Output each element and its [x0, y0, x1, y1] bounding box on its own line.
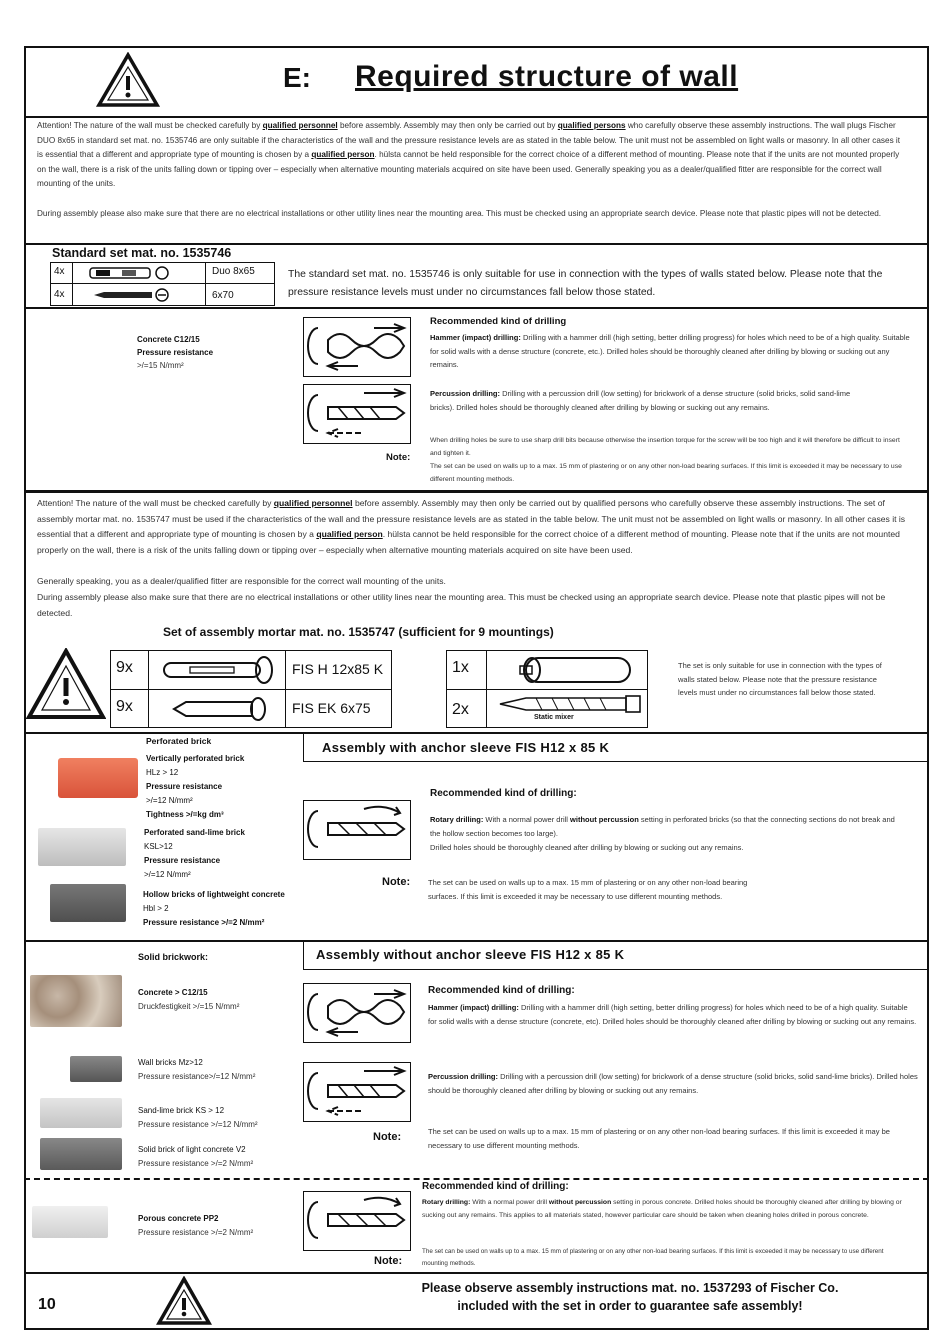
material-label: Tightness >/=kg dm³	[146, 810, 224, 819]
table-cell-name: Duo 8x65	[212, 266, 255, 277]
divider	[24, 243, 929, 245]
static-mixer-icon	[496, 694, 644, 714]
rotary-drill-icon	[303, 800, 411, 860]
standard-set-note: The standard set mat. no. 1535746 is only suitable for use in connection with the types of walls stated below. Please note that the pressure resistance levels must under no circumstances fall below those stated.	[288, 269, 883, 298]
material-title: Wall bricks Mz>12	[138, 1058, 203, 1067]
table-rule	[285, 650, 286, 728]
table-rule	[486, 650, 487, 728]
rotary-description: Rotary drilling: With a normal power drill without percussion setting in porous concrete. Drilled holes should be thoroughly cleaned after drilling by blowing or sucking out any remains. This applies to all materials stated, however particular care should be taken when cleaning holes drilled in porous concrete.	[422, 1199, 902, 1219]
note-text: The set can be used on walls up to a max. 15 mm of plastering or on any other non-load bearing surfaces. If this limit is exceeded it may be necessary to use different mounting methods.	[422, 1248, 884, 1267]
table-cell-name: FIS EK 6x75	[292, 700, 371, 716]
hammer-description: Hammer (impact) drilling: Drilling with a hammer drill (high setting, better drilling progress) for holes which need to be of a high quality. Suitable for solid walls with a dense structure (concrete, etc.). Drilled holes should be thoroughly cleaned after drilling by blowing or sucking out any remains.	[430, 333, 910, 369]
material-label: Concrete C12/15	[137, 335, 200, 344]
standard-set-heading: Standard set mat. no. 1535746	[52, 246, 232, 260]
concrete-photo	[30, 975, 122, 1027]
material-label: >/=12 N/mm²	[146, 796, 193, 805]
mortar-set-heading: Set of assembly mortar mat. no. 1535747 (sufficient for 9 mountings)	[163, 625, 554, 639]
wall-plug-icon	[88, 266, 172, 280]
note-label: Note:	[382, 876, 411, 888]
material-title: Sand-lime brick KS > 12	[138, 1106, 225, 1115]
material-label: HLz > 12	[146, 768, 179, 777]
percussion-description: Percussion drilling: Drilling with a percussion drill (low setting) for brickwork of a dense structure (solid bricks, solid sand-lime bricks). Drilled holes should be thoroughly cleaned after drilling by blowing or sucking out any remains.	[428, 1072, 918, 1095]
with-sleeve-heading: Assembly with anchor sleeve FIS H12 x 85 K	[322, 740, 610, 755]
material-label: Pressure resistance >/=2 N/mm²	[138, 1228, 254, 1237]
material-label: Druckfestigkeit >/=15 N/mm²	[138, 1002, 240, 1011]
note-label: Note:	[374, 1255, 403, 1267]
divider	[24, 490, 929, 493]
rec-heading: Recommended kind of drilling:	[422, 1181, 569, 1192]
table-rule	[110, 689, 392, 690]
page-number: 10	[38, 1296, 56, 1313]
sand-lime-photo	[40, 1098, 122, 1128]
screw-icon	[92, 288, 172, 302]
note-text: The set can be used on walls up to a max. 15 mm of plastering or on any other non-load bearing surfaces. If this limit is exceeded it may be necessary to use different mounting methods.	[430, 463, 902, 483]
porous-concrete-photo	[32, 1206, 108, 1238]
divider	[24, 307, 929, 309]
table-cell-qty: 1x	[452, 659, 469, 676]
note-label: Note:	[373, 1131, 402, 1143]
static-mixer-label: Static mixer	[534, 714, 574, 721]
material-title: Perforated sand-lime brick	[144, 828, 245, 837]
note-text: The set can be used on walls up to a max. 15 mm of plastering or on any other non-load bearing surfaces. If this limit is exceeded it may be necessary to use different mounting methods.	[428, 1127, 890, 1150]
material-label: KSL>12	[144, 842, 173, 851]
material-label: Pressure resistance >/=2 N/mm²	[143, 918, 265, 927]
rec-heading: Recommended kind of drilling:	[428, 985, 575, 996]
divider	[24, 116, 929, 118]
table-rule	[205, 262, 206, 306]
material-title: Perforated brick	[146, 736, 212, 746]
hammer-drill-icon	[303, 983, 411, 1043]
mortar-set-note: The set is only suitable for use in connection with the types of walls stated below. Please note that the pressure resistance levels must under no circumstances fall below those stated.	[678, 661, 882, 697]
warning-icon	[96, 52, 160, 108]
material-title: Concrete > C12/15	[138, 988, 208, 997]
material-label: Pressure resistance >/=2 N/mm²	[138, 1159, 254, 1168]
table-cell-qty: 2x	[452, 701, 469, 718]
table-rule	[72, 262, 73, 306]
rec-heading: Recommended kind of drilling	[430, 316, 567, 327]
material-title: Porous concrete PP2	[138, 1214, 219, 1223]
material-label: Pressure resistance >/=12 N/mm²	[138, 1120, 258, 1129]
percussion-description: Percussion drilling: Drilling with a percussion drill (low setting) for brickwork of a dense structure (solid bricks, solid sand-lime bricks). Drilled holes should be thoroughly cleaned after drilling by blowing or sucking out any remains.	[430, 389, 851, 412]
table-cell-qty: 9x	[116, 659, 133, 676]
hollow-block-photo	[50, 884, 126, 922]
section-letter: E:	[283, 62, 311, 93]
table-cell-qty: 4x	[54, 266, 65, 277]
material-label: >/=12 N/mm²	[144, 870, 191, 879]
note-text: The set can be used on walls up to a max. 15 mm of plastering or on any other non-load bearing surfaces. If this limit is exceeded it may be necessary to use different mounting methods.	[428, 878, 748, 901]
intro-paragraph-2: During assembly please also make sure that there are no electrical installations or other utility lines near the mounting area. This must be checked using an appropriate search device. Please note that plastic pipes will not be detected.	[37, 209, 882, 218]
page-title: Required structure of wall	[355, 60, 739, 93]
table-cell-name: 6x70	[212, 290, 234, 301]
note-label: Note:	[386, 452, 411, 463]
mortar-cartridge-icon	[506, 654, 636, 686]
percussion-drill-icon	[303, 1062, 411, 1122]
perforated-brick-photo	[58, 758, 138, 798]
rotary-drill-icon	[303, 1191, 411, 1251]
material-label: Pressure resistance>/=12 N/mm²	[138, 1072, 256, 1081]
material-label: Pressure resistance	[146, 782, 223, 791]
divider	[24, 1272, 929, 1274]
material-label: Hbl > 2	[143, 904, 169, 913]
note-text: When drilling holes be sure to use sharp drill bits because otherwise the insertion torque for the screw will be too high and it will therefore be difficult to insert and tighten it.	[430, 437, 900, 457]
intro2-line: During assembly please also make sure that there are no electrical installations or other utility lines near the mounting area. This must be checked using an appropriate search device. Please note that plastic pipes will not be detected.	[37, 592, 886, 618]
sand-lime-brick-photo	[38, 828, 126, 866]
threaded-rod-icon	[170, 696, 270, 722]
wall-brick-photo	[70, 1056, 122, 1082]
material-label: Vertically perforated brick	[146, 754, 245, 763]
table-rule	[446, 689, 648, 690]
rotary-description: Rotary drilling: With a normal power drill without percussion setting in perforated bricks (so that the connecting sections do not break and the hollow section becomes too large).	[430, 815, 895, 838]
divider-dashed	[24, 1178, 929, 1180]
material-title: Hollow bricks of lightweight concrete	[143, 890, 285, 899]
table-cell-name: FIS H 12x85 K	[292, 661, 384, 677]
footer-line: Please observe assembly instructions mat. no. 1537293 of Fischer Co.	[421, 1281, 839, 1295]
footer-line: included with the set in order to guarantee safe assembly!	[457, 1299, 803, 1313]
intro2-paragraph: Attention! The nature of the wall must be checked carefully by qualified personnel before assembly. Assembly may then only be carried out by qualified persons who carefully observe these assembly instructions. The set of assembly mortar mat. no. 1535747 must be used if the characteristics of the wall and the pressure resistance levels are as stated in the table below. The unit must not be assembled on light walls or masonry. In all other cases it is essential that a different and appropriate type of mounting is chosen by a qualified person. hülsta cannot be held responsible for the correct choice of a different method of mounting. Please note that if the units are not mounted properly on the wall, there is a risk of the units falling down or tipping over – especially when alternative mounting materials acquired on site have been used.	[37, 498, 906, 555]
percussion-drill-icon	[303, 384, 411, 444]
table-cell-qty: 4x	[54, 289, 65, 300]
hammer-description: Hammer (impact) drilling: Drilling with a hammer drill (high setting, better drilling progress) for holes which need to be of a high quality. Suitable for solid walls with a dense structure (concrete, etc). Drilled holes should be thoroughly cleaned after drilling by blowing or sucking out any remains.	[428, 1003, 917, 1026]
material-label: Pressure resistance	[144, 856, 221, 865]
warning-icon	[156, 1276, 212, 1326]
anchor-sleeve-icon	[160, 655, 276, 685]
rec-heading: Recommended kind of drilling:	[430, 788, 577, 799]
rotary-description: Drilled holes should be thoroughly cleaned after drilling by blowing or sucking out any remains.	[430, 843, 744, 852]
material-label: >/=15 N/mm²	[137, 361, 184, 370]
table-rule	[148, 650, 149, 728]
table-rule	[50, 283, 275, 284]
table-cell-qty: 9x	[116, 698, 133, 715]
without-sleeve-heading: Assembly without anchor sleeve FIS H12 x 85 K	[316, 947, 625, 962]
intro2-line: Generally speaking, you as a dealer/qualified fitter are responsible for the correct wall mounting of the units.	[37, 576, 446, 586]
hammer-drill-icon	[303, 317, 411, 377]
light-concrete-photo	[40, 1138, 122, 1170]
material-title: Solid brick of light concrete V2	[138, 1145, 246, 1154]
solid-brickwork-label: Solid brickwork:	[138, 952, 209, 962]
intro-paragraph: Attention! The nature of the wall must be checked carefully by qualified personnel before assembly. Assembly may then only be carried out by qualified persons who carefully observe these assembly instructions. The wall plugs Fischer DUO 8x65 in standard set mat. no. 1535746 are only suitable if the characteristics of the wall and the pressure resistance levels are as stated in the table below. The unit must not be assembled on light walls or masonry. In all other cases it is essential that a different and appropriate type of mounting is chosen by a qualified person. hülsta cannot be held responsible for the correct choice of a different method of mounting. Please note that if the units are not mounted properly on the wall, there is a risk of the units falling down or tipping over – especially when alternative mounting materials acquired on site have been used. Generally speaking you as a dealer/qualified fitter are responsible for the correct wall mounting of the units.	[37, 121, 901, 189]
material-label: Pressure resistance	[137, 348, 214, 357]
warning-icon	[26, 648, 106, 720]
